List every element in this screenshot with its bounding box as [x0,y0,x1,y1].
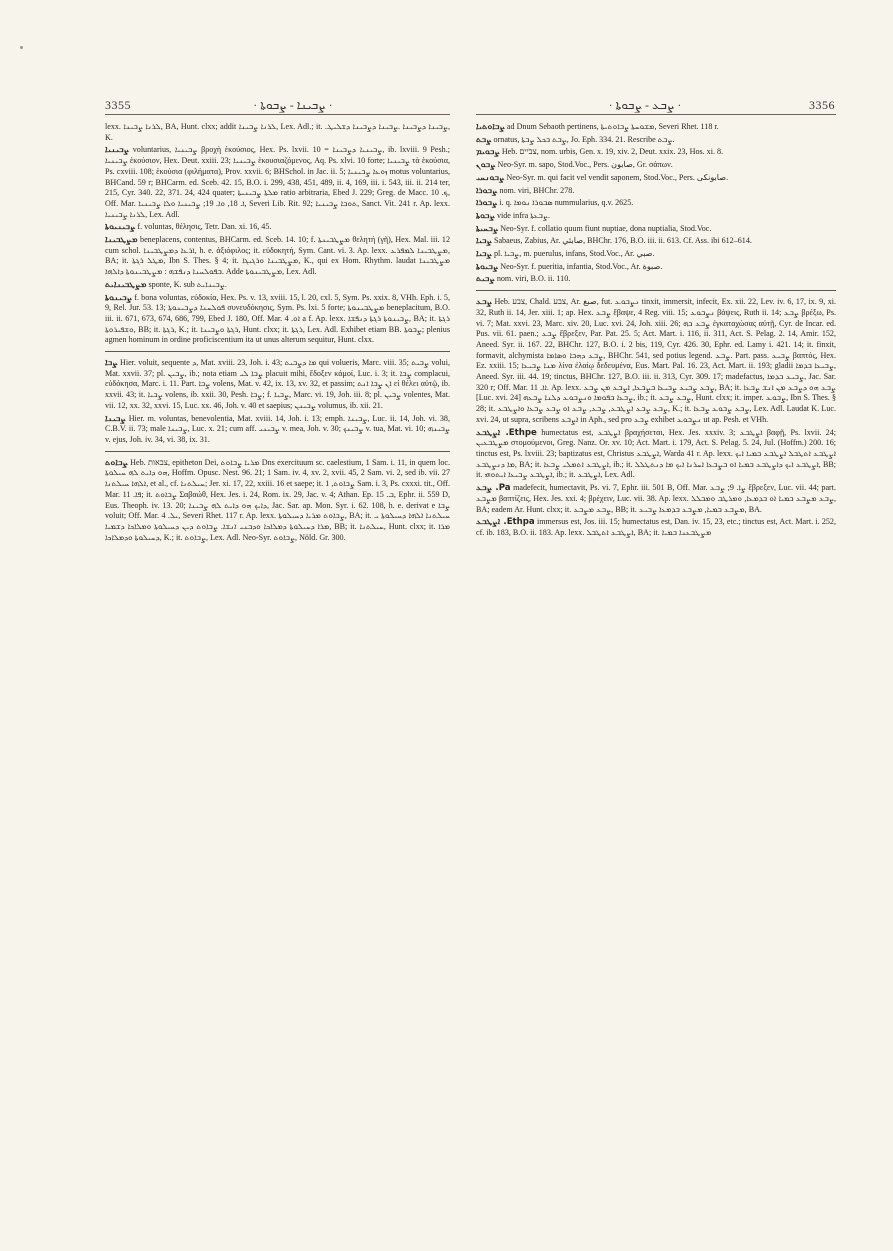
entry-definition: Hier. voluit, sequente ܕ, Mat. xviii. 23, Joh. i. 43; ܡܐ ܕܨܒܝܬ qui volueris, Marc. viii. 35; ܨܒܝܬ volui, Mat. xxvii. 37; pl. ܨܒܝܢ, ib.; nota etiam ܨܒܐ ܠܝ placuit mihi, ἔδοξεν κἀμοί, Luc. i. 3; it. ܨܒܐ complacui, εὐδόκησα, Marc. i. 11. Part. ܨܒܐ volens, Mat. v. 42, ix. 13, xv. 32, et passim; ܐܢ ܨܒܐ ܐܢܬ εἰ θέλει αὐτῷ, ib. xxvii. 43; it. ܨܒܝܐ volens, ib. xxii. 30, Pesh. ܨܒܐ; f. ܨܒܝܐ, Marc. vi. 19, Joh. iii. 8; pl. ܨܒܝܢ volentes, Mat. vii. 12, xx. 32, xxvi. 15, Luc. xx. 46, Joh. v. 40 et saepius; ܨܒܝܢܢ volumus, ib. xii. 21. [105,358,450,410]
dictionary-entry [476,186,836,197]
entry-definition: voluntarius, ܨܒܝܢܝܐ βροχὴ ἑκούσιος, Hex. Ps. lxvii. 10 = ܨܒܝܢܝܐ ܕܨܒܝܢܐ, ib. lxviii. 9 Pesh.; ܨܒܝܢܝܐ ἑκούσιον, Hex. Deut. xxiii. 23; ܨܒܝܢܝܐ ἑκουσιαζόμενος, Aq. Ps. xlvi. 10 forte; ܨܒܝܢܝܐ τὰ ἑκούσια, Ps. cxviii. 108; ἑκούσια (φιλήματα), Prov. xxvii. 6; BHSchol. in Jac. ii. 5; ܙܘܥܐ ܨܒܝܢܝܐ motus voluntarius, BHCand. 59 r; BHCarm. ed. Sceb. 42. 15, B.O. i. 299, 438, 451, 489, ii. 4, 169, iii. i. 543, iii. ii. 214 ter, 215, Cyr. 340. 22, 371. 24, 424 quater; ܡܠܬܐ ܨܒܝܢܝܬܐ ratio arbitraria, Ebed J. 229; Greg. de Macc. ܟ. 10, Off. Mar. ܐ. 18, ܘܐ. 19; ܨܒܝܢܝܐ ܘܠܐ ܨܒܝܢܝܐ, Severi Lib. Rit. 92; ܬܘܒܐ ܨܒܝܢܝܐ, Sanct. Vit. 241 r. Ap. lexx. ܠܪܢܐ ܨܒܝܢܝܐ, Lex. Adl. [105,145,451,219]
dictionary-entry [105,414,450,446]
section-divider [105,351,450,352]
entry-definition: beneplacens, contentus, BHCarm. ed. Sceb. 14. 10; f. ܡܨܛܒܝܢܬܐ θελητή (γῆ), Hex. Mal. iii. 12 cum schol. ܐܪܥܐ ܕܡܨܛܒܝܢܐ, h. e. ἀξιόφιλος; it. εὐδοκητή, Sym. Cant. vi. 3. Ap. lexx. ܡܨܛܒܝܢܐ ܠܡܦܪܥ, BA; it. ܡܛܠ ܪܓܬܐ, Ibn S. Thes. § 4; it. ܡܨܛܒܝܢܐ ܘܪܓܝܓܐ, K., qui ex Hom. Rhythm. laudat ܡܨܛܒܝܢܐ ܒܦܘܠܚܢܐ ܕܢܦܫܗ : ܡܨܛܒܝܢܘܬܐ ܕܐܠܗܐ. Adde ܡܨܛܒܝܢܘܬܐ, Lex. Adl. [105,235,450,277]
entry-headword: ܨܒܘܬܐ [476,210,495,221]
dictionary-entry [105,358,450,412]
dictionary-entry [476,224,836,235]
entry-definition: madefecit, humectavit, Ps. vi. 7, Ephr. iii. 501 B, Off. Mar. ܨܐ. 9; ܨܒܥ ἔβρεξεν, Luc. vii. 44; part. ܡܨܒܥ βαπτίζεις, Hex. Jes. xxi. 4; βρέχειν, Luc. vii. 38. Ap. lexx. ܨܒܥ ܡܨܒܥ ܒܡܝܐ ܐܘ ܒܕܡܥܐ, ܘܡܪܛܒ ܘܡܒܠܠ, BA; eadem Ar. Hunt. clxx; it. ܨܒܥ ܡܨܒܥ, BB; it. ܡܨܒܥ ܒܡܝܐ, ܡܨܒܥ ܒܕܡܥܐ ܨܒܝܥ, BA. [476,483,837,514]
dictionary-entry [476,249,836,260]
entry-headword: ܨܒܝܢܐ [105,413,126,424]
header-rule-left [105,114,450,115]
page-number-right: 3356 [809,98,835,112]
entry-headword: ܨܒܐܘܬܝܐ [476,122,505,132]
entry-headword: ܨܒܘܪܐ [476,198,498,209]
entry-headword: ܨܒܝܐ [476,236,492,247]
entry-headword: ܨܒܘܝܡ [476,147,500,158]
entry-definition: Heb. צבֹיים, nom. urbis, Gen. x. 19, xiv. 2, Deut. xxix. 23, Hos. xi. 8. [501,147,724,157]
entry-definition: sponte, K. sub ܨܒܝܢܐܝܬ. [148,279,227,289]
entry-headword: Pa. ܨܒܥ [476,483,511,494]
entry-definition: immersus est, Jos. iii. 15; humectatus est, Dan. iv. 15, 23, etc.; tinctus est, Act. Mart. i. 252, cf. ib. 183, B.O. ii. 183. Ap. lexx. ܐܨܛܒܥ ܐܬܛܒܠ, BA; it. ܡܨܛܒܥܢܐ ܒܡܝܐ [476,517,836,537]
entry-headword: ܨܒܝܘܬܐ [476,261,499,272]
entry-definition: i. q. ܣܒܘܪܐ ܢܘܡܐ nummularius, q.v. 2625. [499,198,634,208]
entry-definition: f. voluntas, θέλησις, Tetr. Dan. xi. 16, 45. [137,222,272,232]
section-divider [476,290,836,291]
entry-headword: ܨܒܘܪܐ [476,185,498,196]
entry-headword: ܨܒܝܐ [476,249,492,260]
entry-headword: ܡܨܛܒܝܢܐ [105,235,138,246]
entry-headword: ܨܒܘܢܚܝ [476,172,505,183]
entry-headword: ܨܒܐ [105,358,118,369]
entry-definition: pl. ܨܒܝܐ, m. puerulus, infans, Stod.Voc., Ar. صبي. [493,249,655,259]
entry-definition: Neo-Syr. f. collatio quum fiunt nuptiae, dona nuptialia, Stod.Voc. [500,223,712,233]
entry-definition: Hier. m. voluntas, benevolentia, Mat. xviii. 14, Joh. i. 13; emph. ܨܒܝܢܐ, Luc. ii. 14, Joh. vi. 38, C.B.V. ii. 73; male ܨܒܝܢܐ, Luc. x. 21; cum aff. ܨܒܝܢܝ v. mea, Joh. v. 30; ܨܒܝܢܟ v. tua, Mat. vi. 10; ܨܒܝܢܗ v. ejus, Joh. iv. 34, vi. 38, ix. 31. [105,413,450,444]
dictionary-entry [476,428,836,482]
dictionary-entry [476,517,836,538]
dictionary-entry [105,222,450,233]
entry-definition: f. bona voluntas, εὐδοκία, Hex. Ps. v. 13, xviii. 15, l. 20, cxl. 5, Sym. Ps. xxix. 8, VHh. Eph. i. 5, 9, Rel. Jur. 53. 13; ܦܘܠܚܢܐ ܕܨܒܝܢܘܬܐ συνευδόκησις, Sym. Ps. lxi. 5 forte; ܡܨܛܒܝܢܘܬܐ beneplacitum, B.O. iii. ii. 671, 673, 674, 686, 799, Ebed J. 180, Off. Mar. ܐܘ. 4 a f. Ap. lexx. ܨܒܝܢܘܬܐ ܪܓܬܐ ܕܢܦܫܐ, BA; it. ܪܓܬܐ ܘܫܦܝܪܘܬܐ, BB; it. ܪܓܬܐ, K.; it. ܪܓܬܐ ܘܨܒܝܢܐ, Hunt. clxx; it. ܪܓܬܐ, Lex. Adl. Exhibet etiam BB. ܨܒܘܬܐ; plenius agmen hominum in ordine proficiscentium ita ut unus alterum sequitur, Hunt. clxx. [105,292,450,345]
dictionary-entry [476,135,836,146]
dictionary-entry [476,297,836,425]
entry-definition: Neo-Syr. m. qui facit vel vendit saponem, Stod.Voc., Pers. صابونکی. [506,172,729,182]
entry-headword: ܨܒܚܝܬܐ [476,223,499,234]
entry-definition: Heb. צבע, Chald. צבע, Ar. صبغ, fut. ܢܨܒܘܥ tinxit, immersit, infecit, Ex. xii. 22, Lev. iv. 6, 17, ix. 9, xi. 32, Ruth ii. 14, Jer. xiii. 1; ap. Hex. ܨܒܥ ἔβαψε, 4 Reg. viii. 15; ܢܨܒܘܥ βάψεις, Ruth ii. 14; ܨܒܥ βρέξω, Ps. vi. 7; Mat. xxvi. 23, Marc. xiv. 20, Luc. xvi. 24, Joh. xiii. 26; ܨܒܥ ܒܗ ἐγκαταχώσας αὐτῇ, Cyr. de Incar. ed. Pus. vii. 61. paen.; ܨܒܥ ἔβρεξεν, Par. Pat. 25. 5; Act. Mart. i. 116, ii. 311, Act. S. Pelag. 2. 14, Amir. 152, Aneed. Syr. ii. 167. 22, BHChr. 127, B.O. i. 2 bis, 119, Cyr. 426. 30, Ephr. ed. Lamy i. 421. 14; it. finxit, formavit, alchymista ܨܒܥ ܕܗܒܐ ܘܣܐܡܐ, BHChr. 541, sed potius legend. ܨܒܥ. Part. pass. ܨܒܝܥ βαπτός, Hex. Ez. xxiii. 15; ܡܢܐ ܨܒܝܥܐ λίνα ἐλαίῳ δεδευμένα, Eus. Mart. Pal. 16. 23, Act. Mart. ii. 193; gladii ܨܒܝܥܐ ܒܕܡܐ, Aneed. Syr. iii. 44. 19; tinctus, BHChr. 127, B.O. iii. ii. 313, Cyr. 309. 17; madefactus, ܨܒܝܥ ܒܕܡܐ, Jac. Sar. 320 r; Off. Mar. ܐܐ. 11. Ap. lexx. ܨܒܥ ܨܒܝܥ ܨܒܝܥܐ ܒܨܒܥܐ, ܐܨܒܥ ܡܢ ܨܒܥ, BA; it. ܨܒܥ ܗܘ ܕܨܒܥ ܡܢ ܐܢܫ ܨܒܥܐ [Luc. xvi. 24] ܨܒܥܐ ܒܦܘܡܐ ܘܢܨܒܘܥ ܕܠܢܐ ܨܒܥܗ, ib.; it. ܨܒܥ ܨܒܥ, Hunt. clxx; it. imper. ܨܒܘܥ, Ibn S. Thes. § 28; it. ܨܒܥ ܨܒܥ ܐܨܛܒܥ, ܨܒܥ, ܨܒܥ ܐܘ ܨܒܥ ܨܒܥܐ ܘܐܨܛܒܥ, K.; it. ܨܒܥ ܨܒܘܥ ܨܒܥܐ, Lex. Adl. Laudat K. Luc. xvi. 24, ut supra, scribens ܐܨܒܥ in Aph., sed pro ܨܒܥ exhibet ܢܨܒܘܥ ut ap. Pesh. et VHh. [476,297,837,424]
dictionary-entry [476,198,836,209]
left-column [105,122,450,545]
right-column [476,122,836,541]
page-number-left: 3355 [105,98,131,112]
entry-definition: lexx. ܠܪܢܐ ܨܒܝܢܐ, BA, Hunt. clxx; addit ܠܪܢܐ ܨܒܝܢܐ, Lex. Adl.; it. .ܨܒܝܢܐ ܕܨܒܝܢܐ .ܨܒܝܢܐ ܕܨܒܝܢܐ ܕܫܠܝܛ, K. [105,122,451,142]
dictionary-entry [476,236,836,247]
dictionary-entry [476,147,836,158]
running-head-left: · ܨܒܝܢܐ - ܨܒܘܬܐ · [253,98,333,112]
entry-definition: humectatus est, ܐܨܛܒܥ βραχήσεται, Hex. Jes. xxxiv. 3; ܐܨܛܒܥ βαφῇ, Ps. lxvii. 24; ܡܨܛܒܥܝܢ στομούμενοι, Greg. Nanz. Or. xv. 10; Act. Mart. i. 179, Act. S. Pelag. 5. 24, Jul. (Hoffm.) 200. 16; tinctus est, Ps. lxviii. 23; baptizatus est, Christus ܐܨܛܒܥ, Warda 41 r. Ap. lexx. ܐܨܛܒܥ ܐܬܛܒܠ ܐܨܛܒܥ ܒܡܝܐ ܐܝܟ ܡܐ ܕܢܨܛܒܥ, BA; it. ܐܨܛܒܥ ܐܬܡܠܝ ܨܒܥܐ, ib.; it. ܐܨܛܒܥ ܐܝܟ ܕܐܨܛܒܥ ܒܡܝܐ ܐܘ ܒܨܒܥܐ ܐܚܪܢܐ ܐܝܟ ܡܐ ܕܢܬܛܠܠ, BB; it. ܐܨܛܒܥ ܨܒܝܥܐ ܐܝܬܘܗܝ, ib.; it. ܐܨܛܒܥ, Lex. Adl. [476,427,837,480]
entry-definition: ornatus, ܨܒܬ ܒܟܠ ܨܒܬܐ, Jo. Eph. 334. 21. Rescribe ܨܒܬ. [493,134,675,144]
dictionary-entry [105,293,450,347]
dictionary-entry [476,211,836,222]
dictionary-entry [476,173,836,184]
entry-headword: Ethpa. ܐܨܛܒܥ [476,517,535,528]
dictionary-entry [476,262,836,273]
scan-speck [20,46,23,49]
entry-headword: ܨܒܬ [476,134,492,145]
entry-headword: ܨܒܝܢܝܐ [105,145,130,156]
dictionary-entry [105,145,450,220]
section-divider [105,451,450,452]
dictionary-entry [105,280,450,291]
entry-definition: Heb. צבאות, epitheton Dei, ܡܪܝܐ ܨܒܐܘܬ Dns exercituum sc. caelestium, 1 Sam. i. 11, in quem loc. ܗܘ ܕܐܝܬ ܠܗ ܚܝܠܘܬܐ, Hoffm. Opusc. Nest. 96. 21; 1 Sam. iv. 4, xv. 2, xvii. 45, 2 Sam. vi. 2, sed ib. vii. 27 ܐܠܗܐ ܚܝܠܬܢܐ, et al., cf. ܚܝܠܬܢܐ; Jer. xi. 17, 22, xxiii. 16 et saepe; it. ܨܒܐܘܬ, 1 Sam. i. 3, Ps. cxxxi. tit., Off. Mar. ܦܐ. 11; it. ܨܒܐܘܬ Σαβαώθ, Hex. Jes. i. 24, Rom. ix. 29, Jac. v. 4; Athan. Ep. ܒ. 15, Ephr. ii. 559 D, Eus. Theoph. iv. 13. 20; ܕܐܝܟ ܗܘ ܕܐܝܬ ܠܗ ܨܒܝܢܐ, Jac. Sar. ap. Mon. Syr. i. 62. 108, h. e. derivat e ܨܒܐ voluit; Off. Mar. ܝܠ. 4, Severi Rhet. 117 r. Ap. lexx. ܨܒܐܘܬ ܡܪܝܐ ܕܚܝܠܘܬܐ, BA; it. ܚܝܠܬܢܐ ܐܠܗܐ ܕܚܝܠܘܬܐ ܝ ܡܪܐ ܕܚܝܠܘܬܐ ܕܡܠܐܟܐ ܘܕܒܢܝ ܐܢܫܐ. ܨܒܐܘܬ ܕܝܢ ܕܚܝܠܘܬܐ ܘܡܠܐܟܐ ܕܫܡܝܐ, BB; it. ܚܝܠܬܢܐ, Hunt. clxx; it. ܡܪܐ ܕܚܝܠܘܬܐ ܘܕܡܠܐܟܐ, K.; it. ܨܒܐܘܬ, Lex. Adl. Neo-Syr. ܨܒܐܘܬ, Nöld. Gr. 300. [105,457,451,542]
entry-headword: ܨܒܝܢܘܬܐ [105,292,133,303]
entry-definition: nom. viri, BHChr. 278. [499,185,575,195]
entry-headword: ܡܨܛܒܝܢܐܝܬ [105,279,147,290]
entry-definition: nom. viri, B.O. ii. 110. [496,274,571,284]
entry-headword: Ethpe. ܐܨܛܒܥ [476,427,537,438]
dictionary-entry [476,160,836,171]
header-rule-right [476,114,836,115]
running-head-right: · ܨܒܥ - ܨܒܘܬܐ · [608,98,682,112]
entry-headword: ܨܒܥ [476,297,492,308]
entry-headword: ܨܒܘܢ [476,160,496,171]
dictionary-entry [105,458,450,544]
entry-headword: ܨܒܐܘܬ [105,457,128,468]
entry-definition: Sabaeus, Zabius, Ar. صابئي, BHChr. 176, B.O. iii. ii. 613. Cf. Ass. ibi 612–614. [493,236,752,246]
dictionary-entry [476,122,836,133]
dictionary-entry [105,122,450,143]
dictionary-entry [476,274,836,285]
entry-definition: vide infra ܨܒܥܬܐ. [496,210,551,220]
entry-headword: ܨܒܝܬ [476,274,495,285]
entry-definition: Neo-Syr. f. pueritia, infantia, Stod.Voc., Ar. صبوة. [500,261,663,271]
entry-headword: ܨܒܝܢܝܘܬܐ [105,222,136,233]
dictionary-entry [105,235,450,278]
entry-definition: Neo-Syr. m. sapo, Stod.Voc., Pers. صابون, Gr. σάπων. [497,160,673,170]
dictionary-entry [476,483,836,515]
entry-definition: ad Dnum Sebaoth pertinens, ܡܫܘܚܬܐ ܨܒܐܘܬܝܬܐ, Severi Rhet. 118 r. [506,122,719,131]
